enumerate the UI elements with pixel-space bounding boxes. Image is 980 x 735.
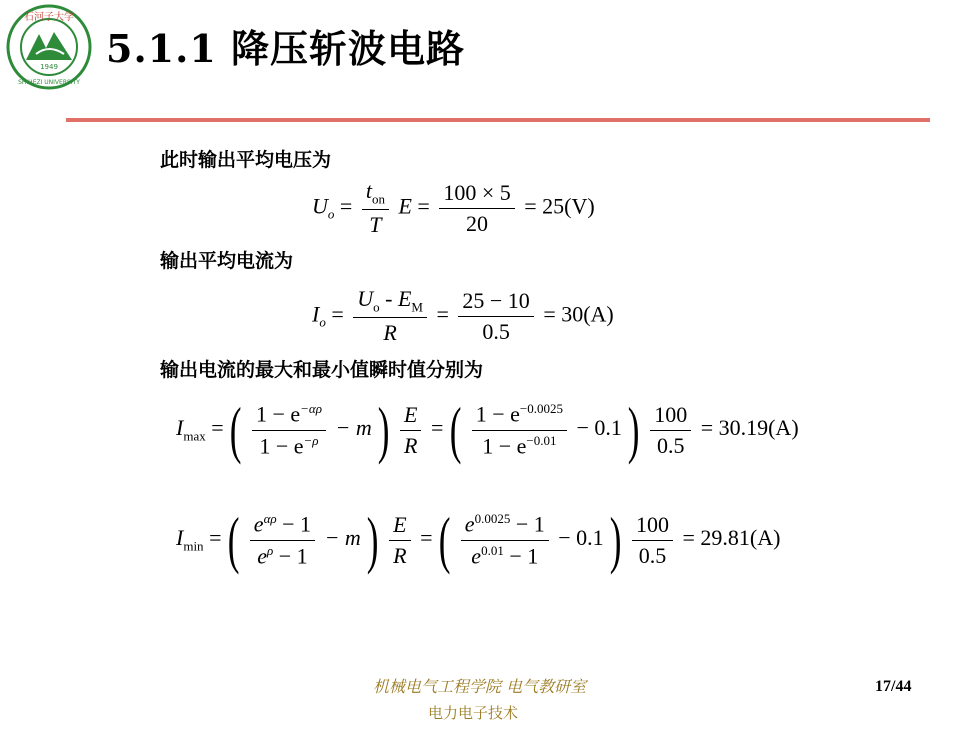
svg-text:石河子大学: 石河子大学 [24,12,74,23]
svg-text:SHIHEZI UNIVERSITY: SHIHEZI UNIVERSITY [18,79,80,86]
footer-course: 电力电子技术 [428,704,519,722]
section-label-avg-current: 输出平均电流为 [160,250,294,272]
page-number: 17/44 [875,678,912,695]
title-divider [66,118,930,122]
section-label-max-min-current: 输出电流的最大和最小值瞬时值分别为 [160,359,484,381]
logo-seal-icon [6,4,92,90]
equation-imax: $I_{max}$ = ( $\frac{1 - e^{-\alpha\rho}}{1 - e^{-\rho}}$ − m ) $\frac{E}{R}$ = ( $\frac{1 - e^{-0.0025}}{1 - e^{-0.01}}$ − 0.1 ) $\frac{100}{0.5}$ = 30.19(A) [176,394,799,465]
equation-avg-current: $I_o$ = $\frac{U_o - E_M}{R}$ = $\frac{25 - 10}{0.5}$ = 30(A) [312,286,614,346]
svg-text:1949: 1949 [40,63,58,71]
university-logo [6,4,92,90]
equation-imin: $I_{min}$ = ( $\frac{e^{\alpha\rho} - 1}{e^\rho - 1}$ − m ) $\frac{E}{R}$ = ( $\frac{e^{0.0025} - 1}{e^{0.01} - 1}$ − 0.1 ) $\frac{100}{0.5}$ = 29.81(A) [176,504,781,575]
equation-avg-voltage: $U_o$ = $\frac{t_{on}}{T}$ E = $\frac{100 \times 5}{20}$ = 25(V) [312,178,595,238]
section-label-avg-voltage: 此时输出平均电压为 [160,149,332,171]
page-title: 5.1.1 降压斩波电路 [106,26,466,71]
footer-department: 机械电气工程学院 电气教研室 [373,677,587,696]
